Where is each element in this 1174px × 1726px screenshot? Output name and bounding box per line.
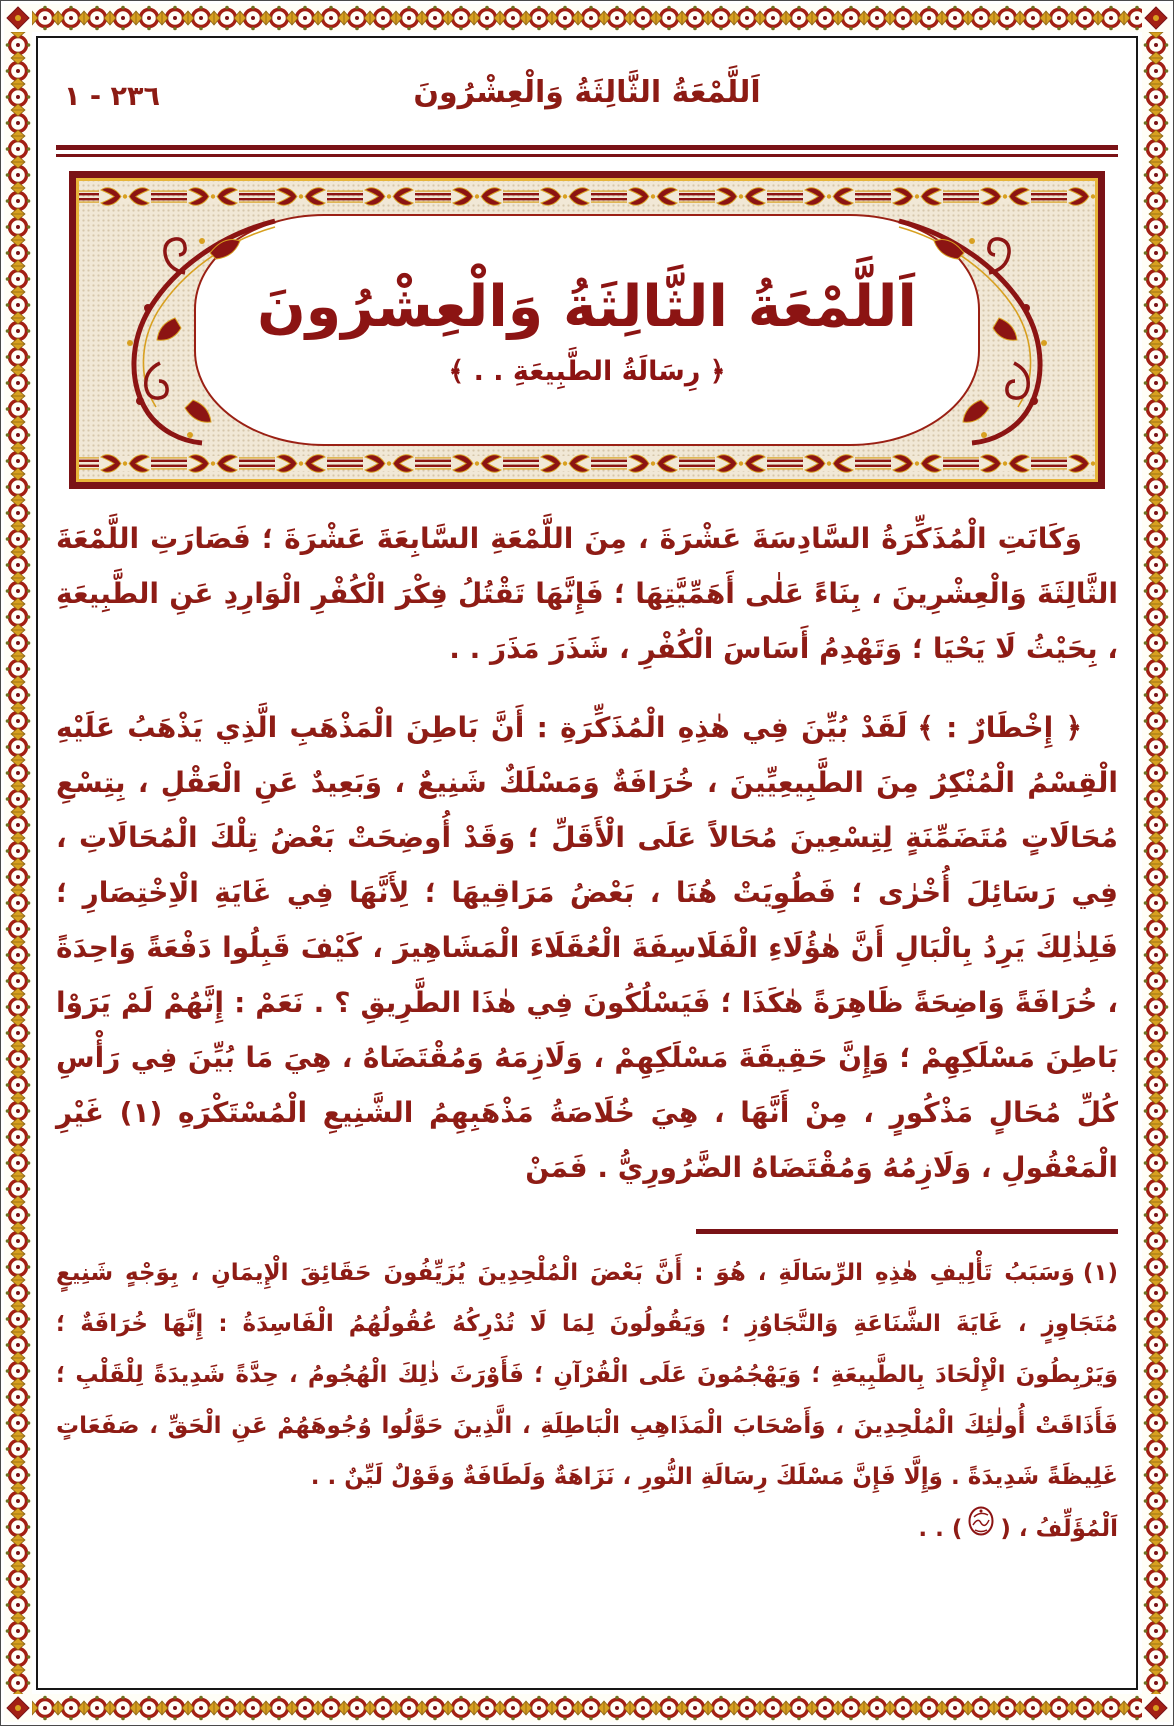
chapter-subtitle: ﴿ رِسَالَةُ الطَّبِيعَةِ . . ﴾	[448, 355, 726, 387]
author-signature-open: اَلْمُؤَلِّفُ ، (	[1000, 1516, 1118, 1542]
border-corner-icon	[1142, 4, 1170, 32]
footnote-text: وَسَبَبُ تَأْلِيفِ هٰذِهِ الرِّسَالَةِ ، هُوَ : أَنَّ بَعْضَ الْمُلْحِدِينَ يُزَيِّفُونَ حَقَائِقَ الْإِيمَانِ ، بِوَجْهٍ شَنِيعٍ مُتَجَاوِزٍ ، غَايَةَ الشَّنَاعَةِ وَالتَّجَاوُزِ ؛ وَيَقُولُونَ لِمَا لَا تُدْرِكُهُ عُقُولُهُمُ الْفَاسِدَةُ : إِنَّهَا خُرَافَةٌ ؛ وَيَرْبِطُونَ الْإِلْحَادَ بِالطَّبِيعَةِ ؛ وَيَهْجُمُونَ عَلَى الْقُرْآنِ ؛ فَأَوْرَثَ ذٰلِكَ الْهُجُومُ ، حِدَّةً شَدِيدَةً لِلْقَلْبِ ؛ فَأَذَاقَتْ أُولٰئِكَ الْمُلْحِدِينَ ، وَأَصْحَابَ الْمَذَاهِبِ الْبَاطِلَةِ ، الَّذِينَ حَوَّلُوا وُجُوهَهُمْ عَنِ الْحَقِّ ، صَفَعَاتٍ غَلِيظَةً شَدِيدَةً . وَإِلَّا فَإِنَّ مَسْلَكَ رِسَالَةِ النُّورِ ، نَزَاهَةٌ وَلَطَافَةٌ وَقَوْلٌ لَيِّنٌ . .	[56, 1260, 1118, 1490]
border-corner-icon	[4, 1694, 32, 1722]
title-box-band-top-icon	[79, 181, 1095, 211]
body-paragraph	[56, 700, 1118, 1195]
body-text	[56, 511, 1118, 1195]
page-border-ornament-top	[32, 4, 1142, 32]
running-title: اَللَّمْعَةُ الثَّالِثَةُ وَالْعِشْرُونَ	[413, 75, 761, 110]
author-signature	[56, 1503, 1118, 1556]
body-paragraph-text: لَقَدْ بُيِّنَ فِي هٰذِهِ الْمُذَكِّرَةِ : أَنَّ بَاطِنَ الْمَذْهَبِ الَّذِي يَذْهَبُ عَلَيْهِ الْقِسْمُ الْمُنْكِرُ مِنَ الطَّبِيعِيِّينَ ، خُرَافَةٌ وَمَسْلَكٌ شَنِيعٌ ، وَبَعِيدٌ عَنِ الْعَقْلِ ، بِتِسْعِ مُحَالَاتٍ مُتَضَمِّنَةٍ لِتِسْعِينَ مُحَالاً عَلَى الْأَقَلِّ ؛ وَقَدْ أُوضِحَتْ بَعْضُ تِلْكَ الْمُحَالَاتِ ، فِي رَسَائِلَ أُخْرٰى ؛ فَطُوِيَتْ هُنَا ، بَعْضُ مَرَاقِيهَا ؛ لِأَنَّهَا فِي غَايَةِ الْاِخْتِصَارِ ؛ فَلِذٰلِكَ يَرِدُ بِالْبَالِ أَنَّ هٰؤُلَاءِ الْفَلَاسِفَةَ الْعُقَلَاءَ الْمَشَاهِيرَ ، كَيْفَ قَبِلُوا دَفْعَةً وَاحِدَةً ، خُرَافَةً وَاضِحَةً ظَاهِرَةً هٰكَذَا ؛ فَيَسْلُكُونَ فِي هٰذَا الطَّرِيقِ ؟ . نَعَمْ : إِنَّهُمْ لَمْ يَرَوْا بَاطِنَ مَسْلَكِهِمْ ؛ وَإِنَّ حَقِيقَةَ مَسْلَكِهِمْ ، وَلَازِمَهُ وَمُقْتَضَاهُ ، هِيَ مَا بُيِّنَ فِي رَأْسِ كُلِّ مُحَالٍ مَذْكُورٍ ، مِنْ أَنَّهَا ، هِيَ خُلَاصَةُ مَذْهَبِهِمُ الشَّنِيعِ الْمُسْتَكْرَهِ (١) غَيْرِ الْمَعْقُولِ ، وَلَازِمُهُ وَمُقْتَضَاهُ الضَّرُورِيُّ . فَمَنْ	[56, 711, 1118, 1184]
title-box-band-bottom-icon	[79, 449, 1095, 479]
footnote-marker: (١)	[1082, 1260, 1118, 1286]
author-seal-icon	[966, 1503, 996, 1556]
page-number: ٢٣٦ - ١	[64, 81, 160, 112]
footnote-separator	[696, 1229, 1118, 1234]
border-corner-icon	[4, 4, 32, 32]
header-rule	[56, 145, 1118, 157]
body-paragraph: وَكَانَتِ الْمُذَكِّرَةُ السَّادِسَةَ عَشْرَةَ ، مِنَ اللَّمْعَةِ السَّابِعَةَ عَشْرَةَ ؛ فَصَارَتِ اللَّمْعَةَ الثَّالِثَةَ وَالْعِشْرِينَ ، بِنَاءً عَلٰى أَهَمِّيَّتِهَا ؛ فَإِنَّهَا تَقْتُلُ فِكْرَ الْكُفْرِ الْوَارِدِ عَنِ الطَّبِيعَةِ ، بِحَيْثُ لَا يَحْيَا ؛ وَتَهْدِمُ أَسَاسَ الْكُفْرِ ، شَذَرَ مَذَرَ . .	[56, 522, 1118, 665]
page-header	[56, 51, 1118, 135]
chapter-title: اَللَّمْعَةُ الثَّالِثَةُ وَالْعِشْرُونَ	[257, 273, 917, 340]
page-border-ornament-left	[4, 32, 32, 1694]
page-border-ornament-bottom	[32, 1694, 1142, 1722]
author-signature-close: ) . .	[918, 1516, 963, 1542]
border-corner-icon	[1142, 1694, 1170, 1722]
chapter-title-box	[69, 171, 1105, 489]
page-border-ornament-right	[1142, 32, 1170, 1694]
footnote	[56, 1248, 1118, 1503]
notice-label: ﴿ إِخْطَارٌ : ﴾	[917, 711, 1082, 744]
